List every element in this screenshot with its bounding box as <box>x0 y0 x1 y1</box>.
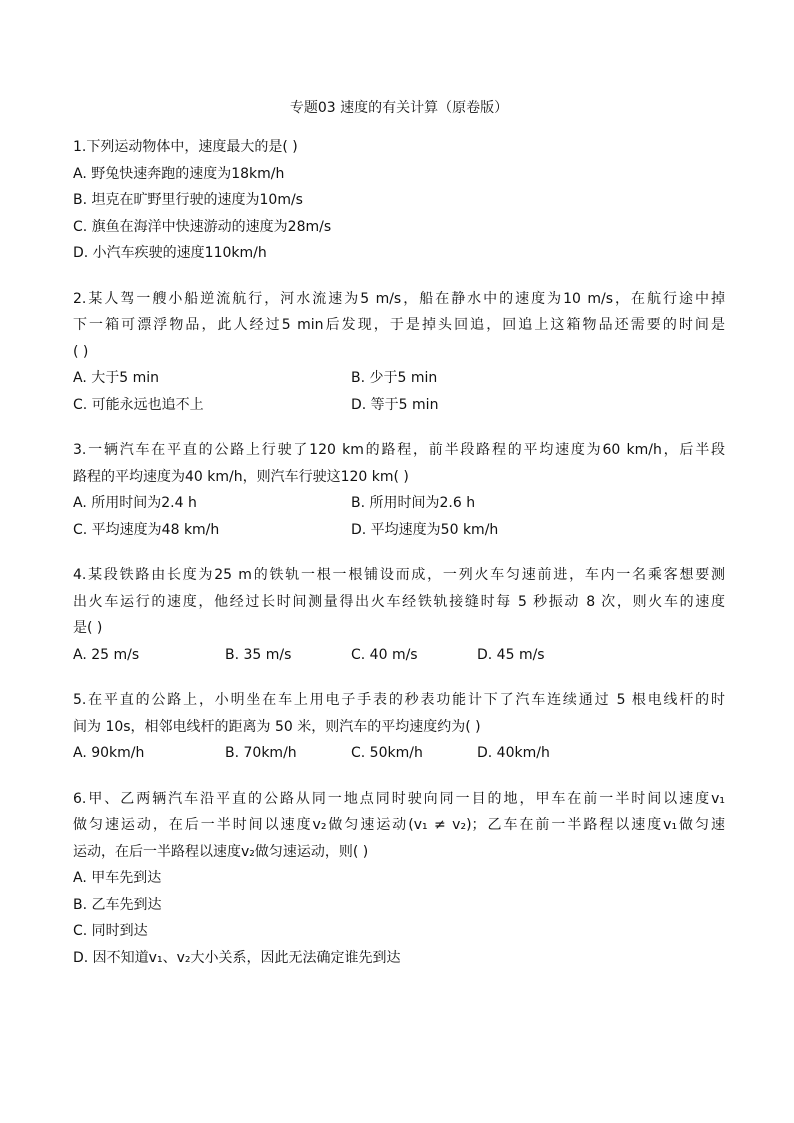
question-6 <box>73 786 725 972</box>
question-6-option-b: B. 乙车先到达 <box>73 896 162 913</box>
question-1-option-b: B. 坦克在旷野里行驶的速度为10m/s <box>73 192 303 208</box>
question-4-options-row <box>73 642 725 669</box>
question-3-option-c: C. 平均速度为48 km/h <box>73 521 220 538</box>
question-3-option-a: A. 所用时间为2.4 h <box>73 495 197 511</box>
page-title: 专题03 速度的有关计算（原卷版） <box>289 100 509 116</box>
question-4-option-d: D. 45 m/s <box>477 646 545 663</box>
question-4 <box>73 562 725 668</box>
question-2-option-c: C. 可能永远也追不上 <box>73 396 204 413</box>
paragraph-gap <box>73 543 725 562</box>
paragraph-gap <box>73 418 725 437</box>
question-2-stem-line-1: 2.某人驾一艘小船逆流航行，河水流速为5 m/s，船在静水中的速度为10 m/s，在航行途中掉 <box>73 290 725 307</box>
question-1-option-d: D. 小汽车疾驶的速度110km/h <box>73 245 267 261</box>
question-6-option-c: C. 同时到达 <box>73 923 148 939</box>
question-3-stem-line-2: 路程的平均速度为40 km/h，则汽车行驶这120 km( ) <box>73 468 409 485</box>
question-2-option-b: B. 少于5 min <box>351 370 438 386</box>
question-5-stem-line-2: 间为 10s，相邻电线杆的距离为 50 米，则汽车的平均速度约为( ) <box>73 718 481 735</box>
question-5-option-a: A. 90km/h <box>73 745 145 761</box>
question-6-option-a: A. 甲车先到达 <box>73 870 162 886</box>
question-6-stem-line-3: 运动，在后一半路程以速度v₂做匀速运动，则( ) <box>73 843 369 860</box>
document-page <box>73 96 725 971</box>
paragraph-gap <box>73 668 725 687</box>
question-3-stem-line-1: 3.一辆汽车在平直的公路上行驶了120 km的路程，前半段路程的平均速度为60 km/h，后半段 <box>73 442 725 458</box>
question-4-stem-line-1: 4.某段铁路由长度为25 m的铁轨一根一根铺设而成，一列火车匀速前进，车内一名乘客想要测 <box>73 567 725 583</box>
question-4-option-b: B. 35 m/s <box>225 646 292 663</box>
question-2-stem-line-2: 下一箱可漂浮物品，此人经过5 min后发现，于是掉头回追，回追上这箱物品还需要的时间是 <box>73 317 725 333</box>
question-1 <box>73 134 725 267</box>
question-6-stem-line-1: 6.甲、乙两辆汽车沿平直的公路从同一地点同时驶向同一目的地，甲车在前一半时间以速度v₁ <box>73 790 725 807</box>
question-5-option-d: D. 40km/h <box>477 745 550 761</box>
question-5-option-c: C. 50km/h <box>351 745 423 761</box>
question-6-option-d: D. 因不知道v₁、v₂大小关系，因此无法确定谁先到达 <box>73 949 401 966</box>
question-3 <box>73 437 725 543</box>
question-2-option-a: A. 大于5 min <box>73 370 159 386</box>
question-3-option-d: D. 平均速度为50 km/h <box>351 521 499 538</box>
question-3-options-row-2 <box>73 517 725 544</box>
question-4-stem-line-2: 出火车运行的速度，他经过长时间测量得出火车经铁轨接缝时每 5 秒振动 8 次，则火车的速度 <box>73 593 725 610</box>
question-4-option-c: C. 40 m/s <box>351 646 418 663</box>
paragraph-gap <box>73 267 725 286</box>
question-1-option-a: A. 野兔快速奔跑的速度为18km/h <box>73 165 285 182</box>
question-1-option-c: C. 旗鱼在海洋中快速游动的速度为28m/s <box>73 218 332 235</box>
question-2-stem-line-3: ( ) <box>73 343 89 360</box>
question-5-options-row <box>73 740 725 767</box>
question-2-option-d: D. 等于5 min <box>351 396 439 413</box>
question-4-option-a: A. 25 m/s <box>73 646 140 663</box>
question-2 <box>73 286 725 419</box>
question-3-option-b: B. 所用时间为2.6 h <box>351 495 476 511</box>
paragraph-gap <box>73 767 725 786</box>
question-3-options-row-1 <box>73 490 725 517</box>
question-2-options-row-2 <box>73 392 725 419</box>
question-5 <box>73 687 725 767</box>
question-1-stem: 1.下列运动物体中，速度最大的是( ) <box>73 139 298 155</box>
question-2-options-row-1 <box>73 365 725 392</box>
question-4-stem-line-3: 是( ) <box>73 620 103 636</box>
question-5-stem-line-1: 5.在平直的公路上，小明坐在车上用电子手表的秒表功能计下了汽车连续通过 5 根电线杆的时 <box>73 692 725 708</box>
question-5-option-b: B. 70km/h <box>225 745 297 761</box>
question-6-stem-line-2: 做匀速运动，在后一半时间以速度v₂做匀速运动(v₁ ≠ v₂)；乙车在前一半路程以速度v₁做匀速 <box>73 817 725 833</box>
